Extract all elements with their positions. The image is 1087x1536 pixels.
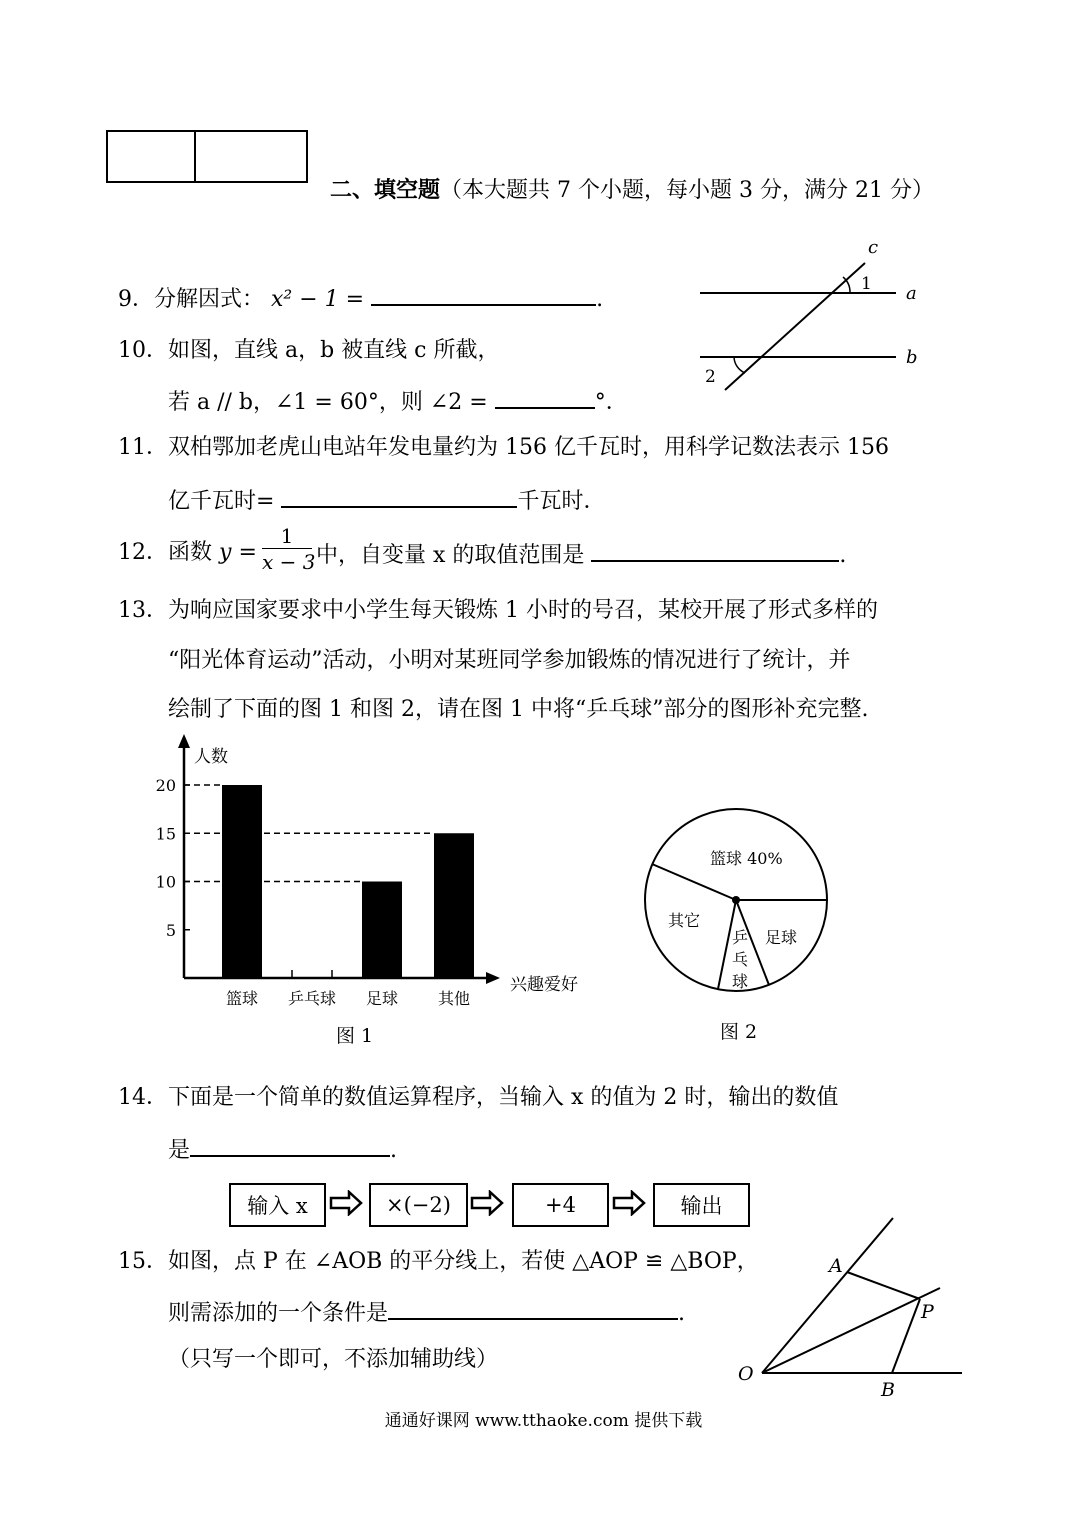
point-b-label: B <box>881 1379 895 1400</box>
bar-chart-figure-1 <box>140 730 610 1060</box>
q13-line1 <box>118 596 878 626</box>
flow-box-add: +4 <box>512 1183 609 1227</box>
label-a: a <box>906 283 917 304</box>
q12-end: . <box>839 543 847 568</box>
line-c <box>725 263 865 390</box>
q15-number: 15． <box>118 1249 168 1274</box>
q10-answer-blank[interactable] <box>495 385 595 409</box>
q10-line2 <box>168 385 628 418</box>
q13-text1: 为响应国家要求中小学生每天锻炼 1 小时的号召，某校开展了形式多样的 <box>168 598 878 623</box>
section-heading <box>330 173 934 204</box>
q15-line1 <box>118 1247 759 1277</box>
q11-end: 千瓦时． <box>517 489 606 514</box>
flow-arrow-icon <box>329 1190 363 1216</box>
pie-label-pingpong-char: 乓 <box>732 950 749 969</box>
q9-number: 9． <box>118 287 154 312</box>
pie-center <box>732 896 740 904</box>
q11-line2 <box>168 484 605 517</box>
bar-2 <box>362 882 402 979</box>
y-axis-arrow <box>178 734 190 748</box>
score-box <box>106 130 308 183</box>
q15-text2: 则需添加的一个条件是 <box>168 1301 389 1326</box>
q10-text2: 若 a // b，∠1 = 60°，则 ∠2 = <box>168 390 488 415</box>
q12-post: 中，自变量 x 的取值范围是 <box>316 543 585 568</box>
q14-text1: 下面是一个简单的数值运算程序，当输入 x 的值为 2 时，输出的数值 <box>168 1085 839 1110</box>
q11-number: 11． <box>118 435 168 460</box>
point-a-label: A <box>829 1255 843 1277</box>
q13-line3: 绘制了下面的图 1 和图 2，请在图 1 中将“乒乓球”部分的图形补充完整. <box>168 697 869 722</box>
q12-y: y = <box>219 540 257 565</box>
x-axis-label: 兴趣爱好 <box>510 975 578 995</box>
q15-text1: 如图，点 P 在 ∠AOB 的平分线上，若使 △AOP ≌ △BOP， <box>168 1249 759 1274</box>
angle-bisector-figure <box>730 1210 980 1400</box>
flow-arrow-icon <box>612 1190 646 1216</box>
question-9 <box>118 282 603 315</box>
q12-pre: 函数 <box>168 540 213 565</box>
q13-line2: “阳光体育运动”活动，小明对某班同学参加锻炼的情况进行了统计，并 <box>168 648 851 673</box>
category-label: 足球 <box>365 989 399 1008</box>
q9-text: 分解因式： <box>154 287 265 312</box>
angle-2-arc <box>734 357 745 373</box>
figure-1-caption: 图 1 <box>336 1025 374 1047</box>
q13-number: 13． <box>118 598 168 623</box>
y-tick-label: 15 <box>155 824 176 844</box>
q15-end: . <box>678 1301 686 1326</box>
q12-rest <box>316 538 846 571</box>
pie-chart-figure-2 <box>630 800 850 1050</box>
score-cell-reviewer <box>108 132 196 181</box>
pie-label-football: 足球 <box>765 928 798 947</box>
category-label: 篮球 <box>225 989 259 1008</box>
pie-divider-4 <box>652 864 736 900</box>
q10-text1: 如图，直线 a，b 被直线 c 所截， <box>168 338 500 363</box>
pie-label-pingpong-char: 乒 <box>732 928 749 947</box>
q9-answer-blank[interactable] <box>371 282 596 306</box>
q11-text1: 双柏鄂加老虎山电站年发电量约为 156 亿千瓦时，用科学记数法表示 156 <box>168 435 889 460</box>
q15-line3: （只写一个即可，不添加辅助线） <box>168 1347 499 1372</box>
pie-label-pingpong-char: 球 <box>732 972 749 991</box>
q12-answer-blank[interactable] <box>591 538 839 562</box>
q14-number: 14． <box>118 1085 168 1110</box>
y-axis-label: 人数 <box>194 747 228 767</box>
q11-line1 <box>118 433 889 463</box>
parallel-lines-figure <box>690 235 930 395</box>
ray-oa <box>762 1218 893 1373</box>
q15-line2 <box>168 1296 685 1329</box>
q12-line <box>118 538 257 568</box>
q12-number: 12． <box>118 540 168 565</box>
section-note: （本大题共 7 个小题，每小题 3 分，满分 21 分） <box>440 178 934 203</box>
y-tick-label: 20 <box>155 776 176 795</box>
q12-denominator: x − 3 <box>262 550 316 574</box>
point-o-label: O <box>738 1363 754 1385</box>
q10-number: 10． <box>118 338 168 363</box>
q12-numerator: 1 <box>280 524 294 548</box>
segment-bp <box>892 1299 920 1373</box>
label-angle-1: 1 <box>861 274 872 294</box>
bar-3 <box>434 833 474 978</box>
q9-expression: x² − 1 = <box>271 287 365 312</box>
q9-end: . <box>596 287 604 312</box>
q14-line1 <box>118 1083 838 1113</box>
point-p-label: P <box>921 1301 934 1323</box>
y-tick-label: 10 <box>155 872 176 892</box>
q15-answer-blank[interactable] <box>388 1296 678 1320</box>
q12-fraction <box>262 524 316 575</box>
category-label: 其他 <box>437 989 471 1008</box>
q14-text2: 是 <box>168 1138 191 1163</box>
q11-text2: 亿千瓦时= <box>168 489 275 514</box>
pie-label-other: 其它 <box>668 911 701 930</box>
section-title: 二、填空题 <box>330 178 441 203</box>
y-tick-label: 5 <box>165 920 176 940</box>
label-b: b <box>906 347 918 368</box>
flow-box-multiply: ×(−2) <box>369 1183 468 1227</box>
pie-label-basketball: 篮球 40% <box>710 849 783 868</box>
pie-label-pingpong <box>732 928 748 991</box>
x-axis-arrow <box>486 972 500 984</box>
q14-line2 <box>168 1133 397 1166</box>
label-angle-2: 2 <box>705 367 716 387</box>
bisector-op <box>762 1288 940 1373</box>
flow-box-input: 输入 x <box>229 1183 326 1227</box>
label-c: c <box>868 237 879 258</box>
bar-0 <box>222 785 262 978</box>
flow-arrow-icon <box>470 1190 504 1216</box>
q10-end: °． <box>594 390 628 415</box>
footer-text: 通通好课网 www.tthaoke.com 提供下载 <box>384 1411 703 1431</box>
q14-end: . <box>390 1138 398 1163</box>
segment-ap <box>847 1272 920 1299</box>
figure-2-caption: 图 2 <box>720 1021 758 1043</box>
q10-line1 <box>118 336 500 366</box>
q14-answer-blank[interactable] <box>190 1133 390 1157</box>
category-label: 乒乓球 <box>287 989 337 1008</box>
q11-answer-blank[interactable] <box>281 484 517 508</box>
flow-box-output: 输出 <box>653 1183 750 1227</box>
